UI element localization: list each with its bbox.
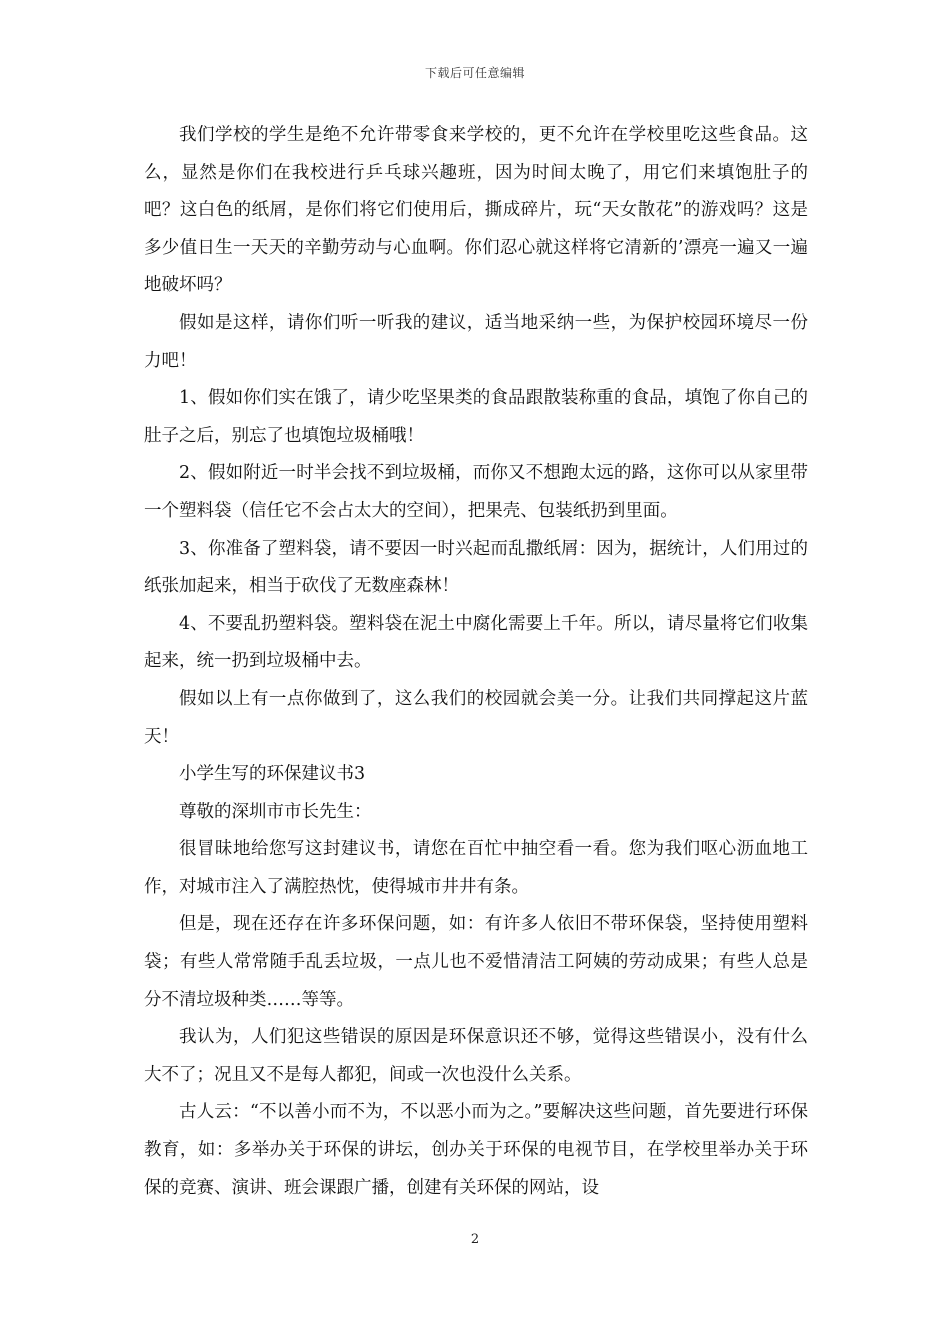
salutation: 尊敬的深圳市市长先生：: [179, 801, 372, 822]
document-body: [144, 117, 808, 1207]
paragraph: 2、假如附近一时半会找不到垃圾桶，而你又不想跑太远的路，这你可以从家里带一个塑料袋（信任它不会占太大的空间），把果壳、包装纸扔到里面。: [144, 463, 808, 521]
page-number: 2: [470, 1232, 480, 1247]
paragraph: 1、假如你们实在饿了，请少吃坚果类的食品跟散装称重的食品，填饱了你自己的肚子之后，别忘了也填饱垃圾桶哦！: [144, 388, 808, 446]
paragraph: 古人云：“不以善小而不为，不以恶小而为之。”要解决这些问题，首先要进行环保教育，如：多举办关于环保的讲坛，创办关于环保的电视节目，在学校里举办关于环保的竞赛、演讲、班会课跟广播，创建有关环保的网站，设: [144, 1102, 808, 1198]
paragraph: 假如以上有一点你做到了，这么我们的校园就会美一分。让我们共同撑起这片蓝天！: [144, 688, 808, 747]
paragraph: 4、不要乱扔塑料袋。塑料袋在泥土中腐化需要上千年。所以，请尽量将它们收集起来，统一扔到垃圾桶中去。: [144, 613, 808, 672]
paragraph: 假如是这样，请你们听一听我的建议，适当地采纳一些，为保护校园环境尽一份力吧！: [144, 312, 808, 371]
paragraph: 但是，现在还存在许多环保问题，如：有许多人依旧不带环保袋，坚持使用塑料袋；有些人常常随手乱丢垃圾，一点儿也不爱惜清洁工阿姨的劳动成果；有些人总是分不清垃圾种类……等等。: [144, 914, 808, 1010]
paragraph: 很冒昧地给您写这封建议书，请您在百忙中抽空看一看。您为我们呕心沥血地工作，对城市注入了满腔热忱，使得城市井井有条。: [144, 839, 808, 897]
page-header: 下载后可任意编辑: [424, 66, 525, 80]
paragraph: 我们学校的学生是绝不允许带零食来学校的，更不允许在学校里吃这些食品。这么，显然是你们在我校进行乒乓球兴趣班，因为时间太晚了，用它们来填饱肚子的吧？这白色的纸屑，是你们将它们使用后，撕成碎片，玩“天女散花”的游戏吗？这是多少值日生一天天的辛勤劳动与心血啊。你们忍心就这样将它清新的’漂亮一遍又一遍地破坏吗？: [144, 125, 808, 296]
paragraph: 我认为，人们犯这些错误的原因是环保意识还不够，觉得这些错误小，没有什么大不了；况且又不是每人都犯，间或一次也没什么关系。: [144, 1027, 808, 1085]
paragraph: 3、你准备了塑料袋，请不要因一时兴起而乱撒纸屑：因为，据统计，人们用过的纸张加起来，相当于砍伐了无数座森林！: [144, 538, 808, 597]
section-heading: 小学生写的环保建议书3: [179, 764, 366, 785]
